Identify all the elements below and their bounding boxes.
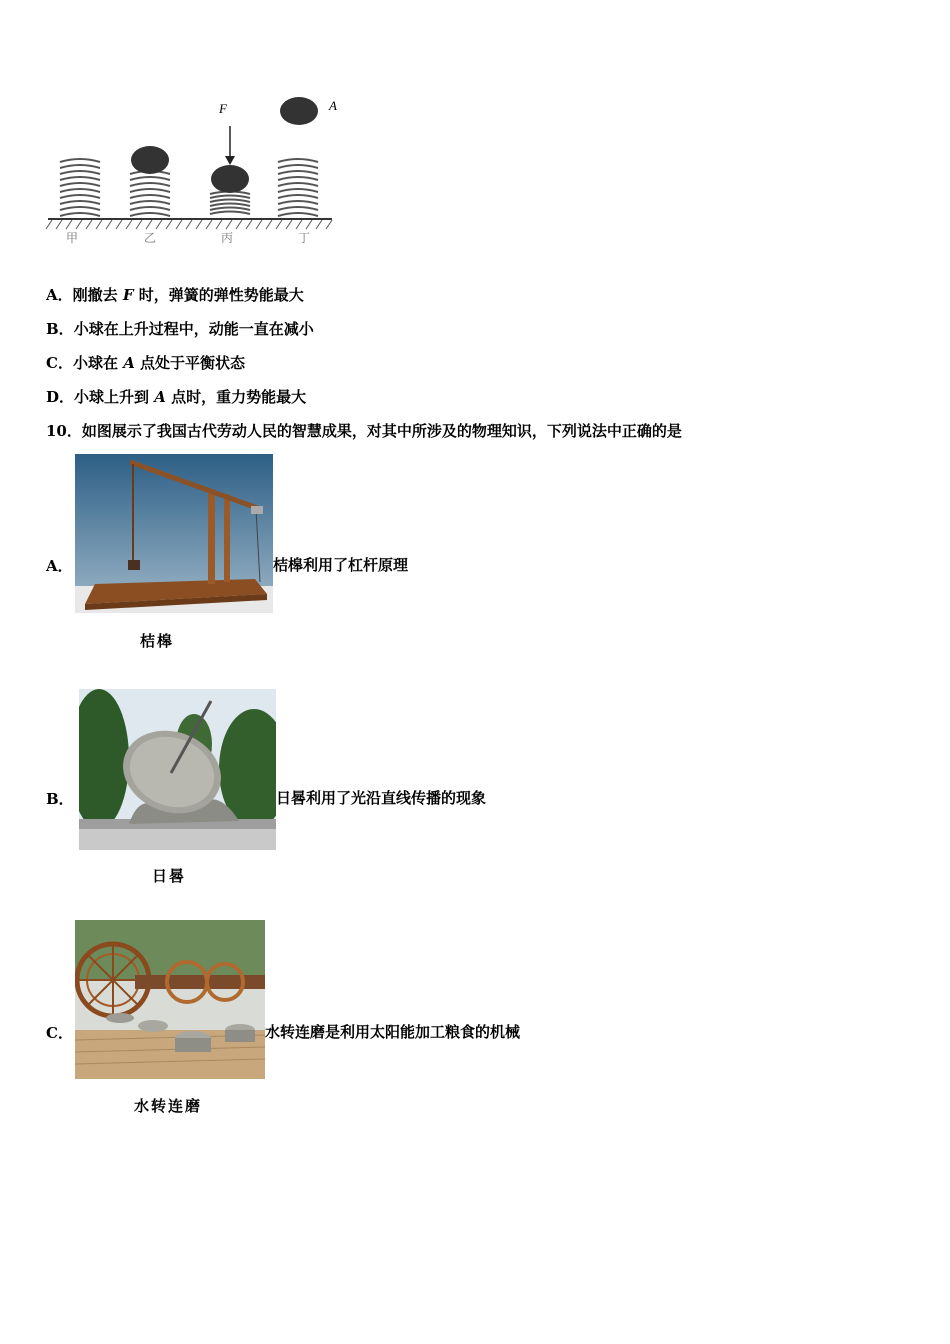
spring-bing bbox=[210, 192, 250, 215]
spring-jia bbox=[60, 159, 100, 216]
q10-stem: 10．如图展示了我国古代劳动人民的智慧成果，对其中所涉及的物理知识，下列说法中正确的是 bbox=[46, 422, 682, 440]
q10-option-b-letter: B． bbox=[46, 790, 74, 808]
stage-label-bing: 丙 bbox=[221, 231, 234, 245]
force-label: F bbox=[219, 101, 227, 116]
point-a-label: A bbox=[329, 98, 337, 113]
option-letter: B． bbox=[46, 320, 74, 338]
variable: F bbox=[122, 286, 134, 304]
sundial-image bbox=[79, 689, 276, 850]
water-mill-caption: 水转连磨 bbox=[134, 1097, 203, 1115]
spring-ding bbox=[278, 159, 318, 216]
q10-option-a-text: 桔槔利用了杠杆原理 bbox=[273, 556, 409, 574]
shadoof-caption: 桔槔 bbox=[140, 632, 175, 650]
option-letter: C． bbox=[46, 354, 73, 372]
stage-label-jia: 甲 bbox=[66, 231, 79, 245]
q9-option-c: C．小球在 A 点处于平衡状态 bbox=[46, 354, 246, 372]
q9-option-d: D．小球上升到 A 点时，重力势能最大 bbox=[46, 388, 307, 406]
q10-option-c-letter: C． bbox=[46, 1024, 73, 1042]
sundial-caption: 日晷 bbox=[152, 867, 187, 885]
ball-yi bbox=[131, 146, 169, 174]
q10-option-c-text: 水转连磨是利用太阳能加工粮食的机械 bbox=[265, 1023, 521, 1041]
stage-label-ding: 丁 bbox=[298, 231, 311, 245]
ground-hatching bbox=[46, 220, 332, 229]
q10-option-a-letter: A． bbox=[46, 557, 73, 575]
option-letter: D． bbox=[46, 388, 75, 406]
q9-option-a: A．刚撤去 F 时，弹簧的弹性势能最大 bbox=[46, 286, 304, 304]
spring-ball-figure bbox=[40, 92, 350, 252]
spring-diagram bbox=[40, 92, 350, 252]
ball-ding bbox=[280, 97, 318, 125]
shadoof-image bbox=[75, 454, 273, 613]
force-arrow-head bbox=[225, 156, 235, 165]
ball-bing bbox=[211, 165, 249, 193]
option-letter: A． bbox=[46, 286, 73, 304]
q9-option-b: B．小球在上升过程中，动能一直在减小 bbox=[46, 320, 314, 338]
stage-label-yi: 乙 bbox=[144, 231, 157, 245]
q10-option-b-text: 日晷利用了光沿直线传播的现象 bbox=[276, 789, 487, 807]
spring-yi bbox=[130, 171, 170, 216]
variable: A bbox=[123, 354, 135, 372]
water-mill-image bbox=[75, 920, 265, 1079]
variable: A bbox=[154, 388, 166, 406]
